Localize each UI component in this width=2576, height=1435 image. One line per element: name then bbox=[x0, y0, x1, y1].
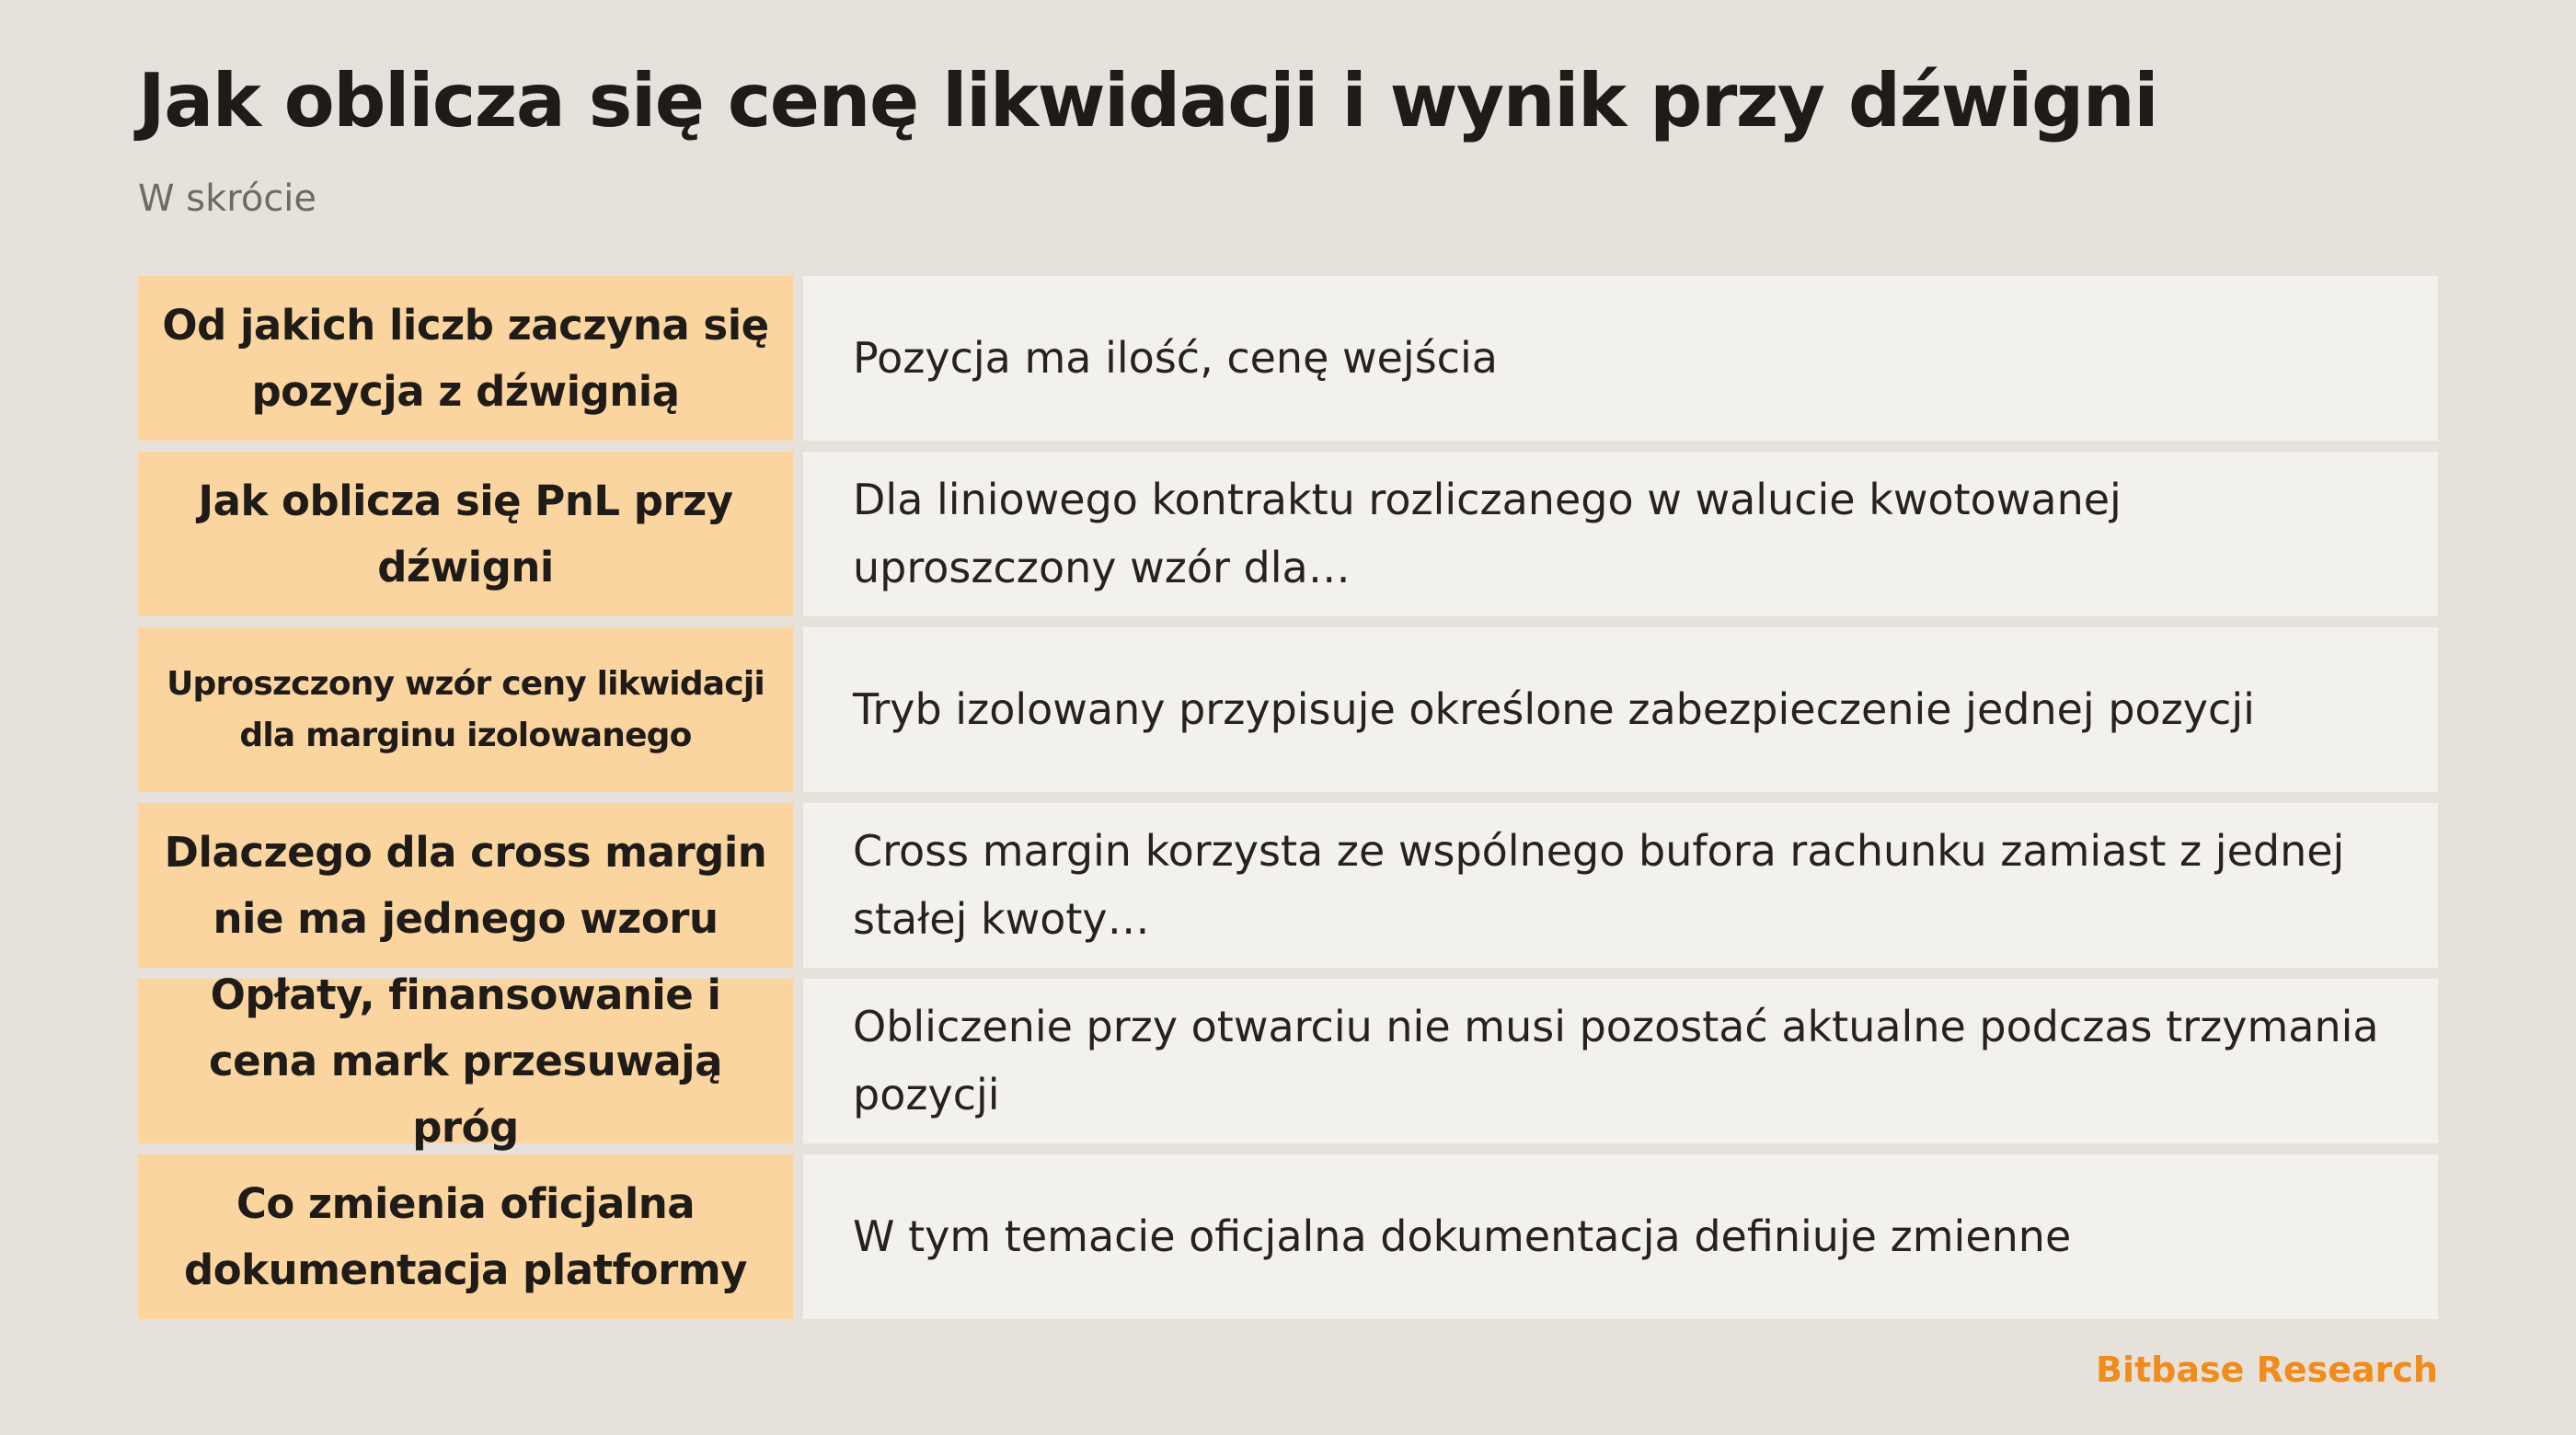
row-summary-cell: Obliczenie przy otwarciu nie musi pozostać aktualne podczas trzymania pozycji bbox=[803, 979, 2438, 1143]
row-topic-cell: Co zmienia oficjalna dokumentacja platformy bbox=[138, 1154, 793, 1319]
table-row bbox=[138, 803, 2438, 968]
page-subtitle: W skrócie bbox=[138, 178, 317, 220]
row-topic-cell: Jak oblicza się PnL przy dźwigni bbox=[138, 452, 793, 616]
table-row bbox=[138, 1154, 2438, 1319]
row-topic-cell: Uproszczony wzór ceny likwidacji dla marginu izolowanego bbox=[138, 627, 793, 792]
page-title: Jak oblicza się cenę likwidacji i wynik przy dźwigni bbox=[138, 58, 2158, 144]
row-summary-cell: W tym temacie oficjalna dokumentacja definiuje zmienne bbox=[803, 1154, 2438, 1319]
table-row bbox=[138, 276, 2438, 441]
row-summary-cell: Tryb izolowany przypisuje określone zabezpieczenie jednej pozycji bbox=[803, 627, 2438, 792]
row-summary-cell: Dla liniowego kontraktu rozliczanego w walucie kwotowanej uproszczony wzór dla… bbox=[803, 452, 2438, 616]
row-summary-cell: Pozycja ma ilość, cenę wejścia bbox=[803, 276, 2438, 441]
table-row bbox=[138, 970, 2438, 1152]
brand-label: Bitbase Research bbox=[2095, 1349, 2438, 1390]
row-topic-cell: Od jakich liczb zaczyna się pozycja z dźwignią bbox=[138, 276, 793, 441]
table-row bbox=[138, 627, 2438, 792]
summary-table bbox=[138, 276, 2438, 1319]
row-summary-cell: Cross margin korzysta ze wspólnego bufora rachunku zamiast z jednej stałej kwoty… bbox=[803, 803, 2438, 968]
row-topic-cell: Dlaczego dla cross margin nie ma jednego wzoru bbox=[138, 803, 793, 968]
row-topic-cell: Opłaty, finansowanie i cena mark przesuwają próg bbox=[138, 979, 793, 1143]
table-row bbox=[138, 452, 2438, 616]
